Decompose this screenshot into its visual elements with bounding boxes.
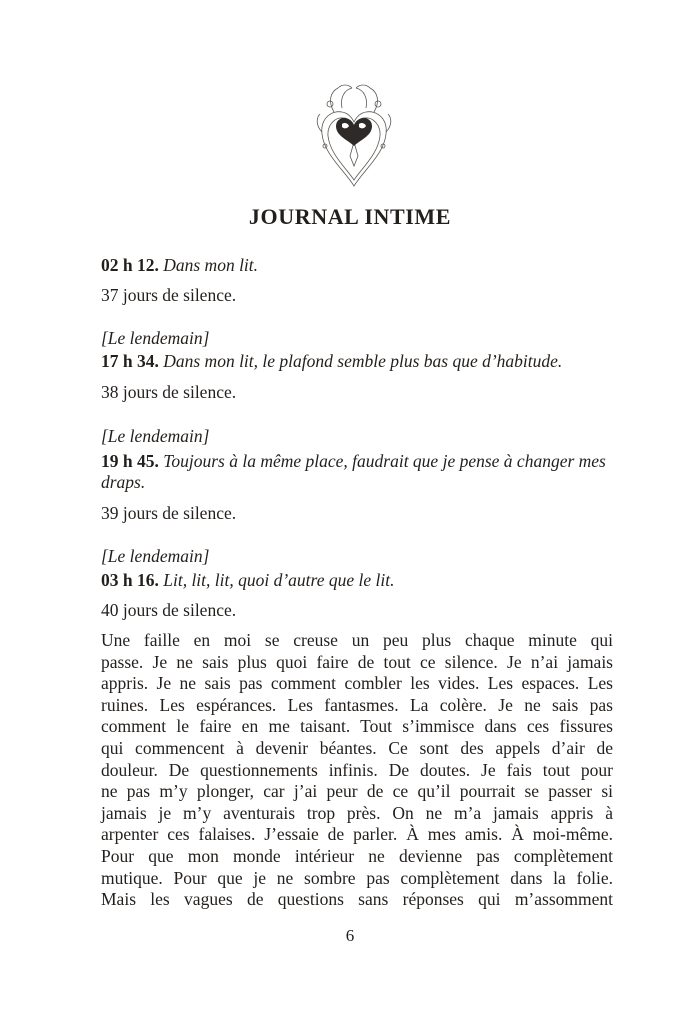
entry-time: 19 h 45. <box>101 451 159 471</box>
paragraph-line: arpenter ces falaises. J’essaie de parler. À mes amis. À moi-même. <box>101 824 613 845</box>
paragraph-line: Une faille en moi se creuse un peu plus chaque minute qui <box>101 630 613 650</box>
entry-note: [Le lendemain] <box>101 328 210 348</box>
entry-note: [Le lendemain] <box>101 546 210 566</box>
entry-time: 03 h 16. <box>101 570 159 590</box>
entry-silence: 38 jours de silence. <box>101 382 237 402</box>
paragraph-line: qui commencent à devenir béantes. Ce sont des appels d’air de <box>101 737 613 758</box>
entry-silence: 40 jours de silence. <box>101 600 237 620</box>
paragraph-line: appris. Je ne sais pas comment combler les vides. Les espaces. Les <box>101 673 613 694</box>
paragraph-line: passe. Je ne sais plus quoi faire de tout ce silence. Je n’ai jamais <box>101 651 613 672</box>
entry-silence: 39 jours de silence. <box>101 503 237 523</box>
paragraph-line: Mais les vagues de questions sans réponses qui m’assomment <box>101 889 613 910</box>
paragraph-line: comment le faire en me taisant. Tout s’immisce dans ces fissures <box>101 716 613 737</box>
chapter-title: JOURNAL INTIME <box>248 204 452 229</box>
entry-time: 02 h 12. <box>101 255 159 275</box>
entry-note: [Le lendemain] <box>101 426 210 446</box>
page-number: 6 <box>345 926 355 945</box>
entry-time-line <box>101 350 611 372</box>
heart-ornament-icon <box>314 82 394 190</box>
entry-time: 17 h 34. <box>101 351 159 371</box>
entry-place-continued: draps. <box>101 472 146 492</box>
paragraph-line: Pour que mon monde intérieur ne devienne pas complètement <box>101 845 613 866</box>
paragraph-line: ne pas m’y plonger, car j’ai peur de ce qu’il pourrait se passer si <box>101 781 613 802</box>
entry-place: Toujours à la même place, faudrait que je pense à changer mes <box>163 451 606 471</box>
paragraph-line: mutique. Pour que je ne sombre pas complètement dans la folie. <box>101 867 613 888</box>
entry-place: Dans mon lit, le plafond semble plus bas que d’habitude. <box>163 351 563 371</box>
entry-time-line <box>101 569 611 591</box>
entry-place: Dans mon lit. <box>163 255 259 275</box>
entry-silence: 37 jours de silence. <box>101 285 237 305</box>
paragraph-line: jamais je m’y aventurais trop près. On ne m’a jamais appris à <box>101 802 613 823</box>
entry-time-line <box>101 254 611 276</box>
body-paragraph <box>101 630 613 911</box>
entry-time-line <box>101 450 611 472</box>
paragraph-line: ruines. Les espérances. Les fantasmes. La colère. Je ne sais pas <box>101 694 613 715</box>
entry-place: Lit, lit, lit, quoi d’autre que le lit. <box>163 570 395 590</box>
paragraph-line: douleur. De questionnements infinis. De doutes. Je fais tout pour <box>101 759 613 780</box>
